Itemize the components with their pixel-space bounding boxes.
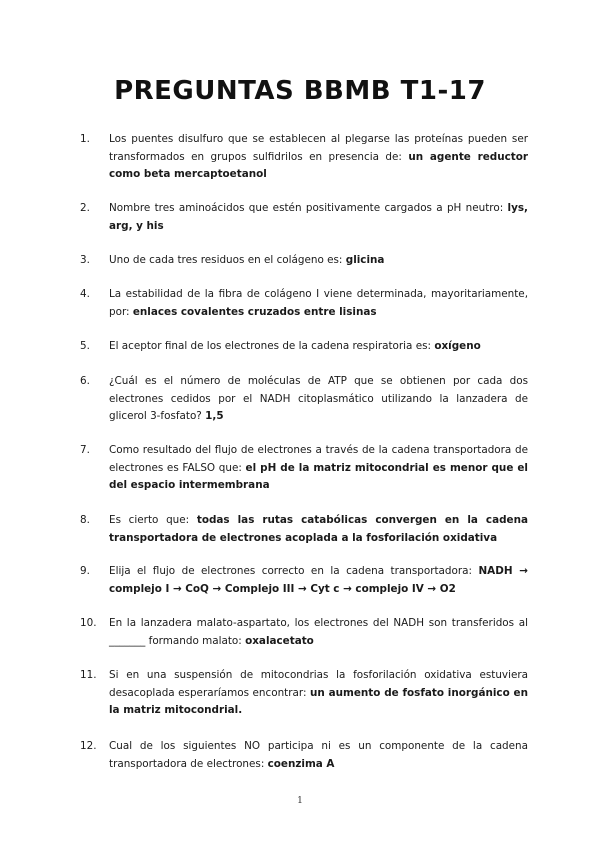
- question-number: 12.: [80, 740, 97, 752]
- page-title: PREGUNTAS BBMB T1-17: [114, 76, 486, 106]
- question-number: 3.: [80, 254, 90, 266]
- question-answer: todas las rutas catabólicas convergen en la cadena transportadora de electrones acoplada a la fosforilación oxidativa: [109, 514, 528, 544]
- question-text: La estabilidad de la fibra de colágeno I viene determinada, mayoritariamente, por:: [109, 288, 528, 318]
- question-text: Los puentes disulfuro que se establecen al plegarse las proteínas pueden ser transformados en grupos sulfidrilos en presencia de:: [109, 133, 528, 163]
- question-text: Elija el flujo de electrones correcto en la cadena transportadora:: [109, 565, 479, 577]
- question-number: 10.: [80, 617, 97, 629]
- question-answer: oxígeno: [434, 340, 481, 352]
- question-item: [80, 615, 528, 650]
- question-number: 9.: [80, 565, 90, 577]
- question-number: 6.: [80, 375, 90, 387]
- question-item: [80, 131, 528, 184]
- question-text: Como resultado del flujo de electrones a través de la cadena transportadora de electrones es FALSO que:: [109, 444, 528, 474]
- question-item: [80, 252, 528, 270]
- question-text: ¿Cuál es el número de moléculas de ATP que se obtienen por cada dos electrones cedidos por el NADH citoplasmático utilizando la lanzadera de glicerol 3-fosfato?: [109, 375, 528, 422]
- question-text: Uno de cada tres residuos en el colágeno es:: [109, 254, 346, 266]
- question-answer: oxalacetato: [245, 634, 314, 647]
- question-item: [80, 286, 528, 321]
- question-answer: glicina: [345, 254, 385, 266]
- question-item: [80, 667, 528, 720]
- question-item: [80, 442, 528, 495]
- question-answer: lys, arg, y his: [109, 202, 528, 232]
- question-text: En la lanzadera malato-aspartato, los electrones del NADH son transferidos al _______ formando malato:: [109, 617, 528, 647]
- question-answer: NADH → complejo I → CoQ → Complejo III → Cyt c → complejo IV → O2: [109, 565, 528, 595]
- question-item: [80, 200, 528, 235]
- question-item: [80, 738, 528, 773]
- question-item: [80, 338, 528, 356]
- question-answer: un aumento de fosfato inorgánico en la matriz mitocondrial.: [109, 686, 528, 716]
- question-text: El aceptor final de los electrones de la cadena respiratoria es:: [109, 340, 435, 352]
- question-text: Es cierto que:: [109, 514, 197, 526]
- question-number: 2.: [80, 202, 90, 214]
- question-number: 7.: [80, 444, 90, 456]
- question-text: Si en una suspensión de mitocondrias la fosforilación oxidativa estuviera desacoplada esperaríamos encontrar:: [109, 669, 528, 699]
- question-text: Nombre tres aminoácidos que estén positivamente cargados a pH neutro:: [109, 202, 508, 214]
- question-answer: el pH de la matriz mitocondrial es menor que el del espacio intermembrana: [109, 461, 528, 491]
- question-answer: coenzima A: [267, 757, 335, 770]
- question-item: [80, 563, 528, 598]
- question-number: 1.: [80, 133, 90, 145]
- question-item: [80, 373, 528, 426]
- question-number: 4.: [80, 288, 90, 300]
- question-answer: un agente reductor como beta mercaptoetanol: [109, 150, 528, 180]
- page-number: 1: [297, 796, 303, 806]
- question-number: 11.: [80, 669, 97, 681]
- question-number: 5.: [80, 340, 90, 352]
- question-answer: enlaces covalentes cruzados entre lisinas: [132, 305, 377, 318]
- question-text: Cual de los siguientes NO participa ni es un componente de la cadena transportadora de electrones:: [109, 740, 528, 770]
- question-item: [80, 512, 528, 547]
- question-number: 8.: [80, 514, 90, 526]
- question-answer: 1,5: [205, 410, 224, 422]
